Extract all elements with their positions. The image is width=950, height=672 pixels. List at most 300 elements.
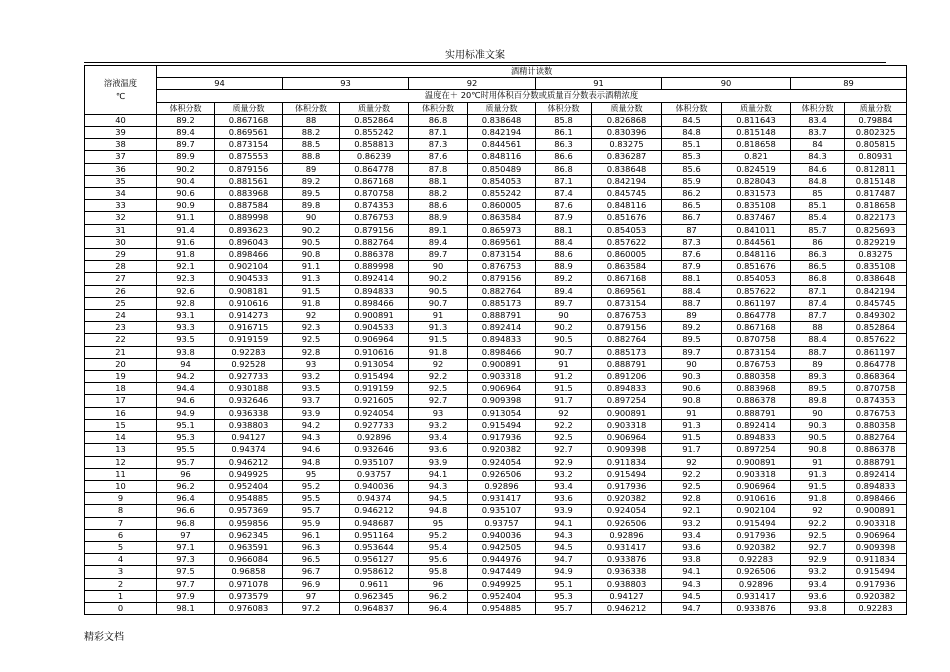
mass-fraction-cell: 0.940036 [468, 529, 536, 541]
mass-fraction-cell: 0.942505 [468, 541, 536, 553]
mass-fraction-cell: 0.876753 [722, 358, 791, 370]
mass-fraction-cell: 0.80931 [845, 151, 907, 163]
volume-fraction-cell: 85.8 [536, 114, 592, 126]
volume-fraction-cell: 90 [536, 310, 592, 322]
mass-fraction-cell: 0.944976 [468, 554, 536, 566]
volume-fraction-cell: 89.4 [536, 285, 592, 297]
volume-fraction-cell: 95 [283, 468, 340, 480]
mass-fraction-cell: 0.952404 [215, 480, 283, 492]
volume-fraction-cell: 87.6 [662, 249, 722, 261]
volume-fraction-cell: 94.5 [409, 493, 468, 505]
mass-fraction-cell: 0.908181 [215, 285, 283, 297]
mass-fraction-cell: 0.906964 [592, 432, 662, 444]
mass-fraction-cell: 0.893623 [215, 224, 283, 236]
volume-fraction-cell: 90.2 [536, 322, 592, 334]
mass-fraction-cell: 0.951164 [340, 529, 409, 541]
table-row [85, 395, 907, 407]
volume-fraction-cell: 93.8 [662, 554, 722, 566]
temperature-cell: 4 [85, 554, 157, 566]
volume-fraction-cell: 84.5 [662, 114, 722, 126]
volume-fraction-cell: 89.1 [409, 224, 468, 236]
mass-fraction-cell: 0.94374 [215, 444, 283, 456]
mass-fraction-cell: 0.9611 [340, 578, 409, 590]
volume-fraction-cell: 91.6 [157, 236, 215, 248]
volume-fraction-cell: 84.8 [791, 175, 845, 187]
mass-fraction-cell: 0.947449 [468, 566, 536, 578]
volume-fraction-cell: 91 [662, 407, 722, 419]
mass-fraction-cell: 0.870758 [845, 383, 907, 395]
mass-fraction-cell: 0.831573 [722, 188, 791, 200]
volume-fraction-cell: 90.8 [662, 395, 722, 407]
mass-fraction-cell: 0.92896 [592, 529, 662, 541]
volume-fraction-cell: 96.2 [409, 590, 468, 602]
mass-fraction-cell: 0.94374 [340, 493, 409, 505]
volume-fraction-cell: 90 [409, 261, 468, 273]
temperature-cell: 15 [85, 419, 157, 431]
volume-fraction-header: 体积分数 [536, 102, 592, 114]
mass-fraction-cell: 0.931417 [592, 541, 662, 553]
page-footer: 精彩文档 [84, 632, 124, 643]
note-header: 温度在＋ 20℃时用体积百分数或质量百分数表示酒精浓度 [157, 90, 907, 102]
volume-fraction-cell: 92.9 [536, 456, 592, 468]
table-row [85, 297, 907, 309]
volume-fraction-cell: 83.4 [791, 114, 845, 126]
mass-fraction-cell: 0.873154 [592, 297, 662, 309]
mass-fraction-cell: 0.954885 [468, 602, 536, 614]
mass-fraction-cell: 0.900891 [592, 407, 662, 419]
mass-fraction-cell: 0.880358 [845, 419, 907, 431]
mass-fraction-cell: 0.892414 [340, 273, 409, 285]
mass-fraction-cell: 0.860005 [592, 249, 662, 261]
volume-fraction-cell: 93 [283, 358, 340, 370]
volume-fraction-cell: 95 [409, 517, 468, 529]
mass-fraction-cell: 0.926506 [722, 566, 791, 578]
volume-fraction-cell: 91.3 [283, 273, 340, 285]
volume-fraction-cell: 87.7 [791, 310, 845, 322]
mass-fraction-cell: 0.894833 [340, 285, 409, 297]
volume-fraction-cell: 95.5 [157, 444, 215, 456]
volume-fraction-cell: 89.7 [409, 249, 468, 261]
volume-fraction-cell: 87.6 [536, 200, 592, 212]
table-row [85, 224, 907, 236]
mass-fraction-cell: 0.829219 [845, 236, 907, 248]
volume-fraction-cell: 97.9 [157, 590, 215, 602]
table-row [85, 444, 907, 456]
table-row [85, 602, 907, 614]
volume-fraction-cell: 94.3 [536, 529, 592, 541]
volume-fraction-cell: 92.3 [157, 273, 215, 285]
volume-fraction-cell: 88.7 [791, 346, 845, 358]
table-row [85, 127, 907, 139]
table-row [85, 468, 907, 480]
table-row [85, 517, 907, 529]
table-row [85, 249, 907, 261]
volume-fraction-cell: 86.8 [409, 114, 468, 126]
volume-fraction-cell: 93.5 [157, 334, 215, 346]
mass-fraction-cell: 0.931417 [468, 493, 536, 505]
mass-fraction-cell: 0.869561 [468, 236, 536, 248]
volume-fraction-cell: 90.7 [536, 346, 592, 358]
mass-fraction-header: 质量分数 [340, 102, 409, 114]
volume-fraction-cell: 95.1 [157, 419, 215, 431]
temperature-cell: 35 [85, 175, 157, 187]
mass-fraction-cell: 0.906964 [845, 529, 907, 541]
volume-fraction-cell: 88.4 [536, 236, 592, 248]
volume-fraction-cell: 88.2 [283, 127, 340, 139]
volume-fraction-cell: 86.1 [536, 127, 592, 139]
volume-fraction-cell: 88.8 [283, 151, 340, 163]
volume-fraction-cell: 92.2 [791, 517, 845, 529]
volume-fraction-cell: 92 [791, 505, 845, 517]
mass-fraction-cell: 0.881561 [215, 175, 283, 187]
volume-fraction-cell: 93.6 [536, 493, 592, 505]
mass-fraction-cell: 0.892414 [845, 468, 907, 480]
mass-fraction-cell: 0.815148 [722, 127, 791, 139]
volume-fraction-cell: 93.4 [536, 480, 592, 492]
volume-fraction-cell: 90.4 [157, 175, 215, 187]
mass-fraction-cell: 0.851676 [592, 212, 662, 224]
sub-header-row [85, 102, 907, 114]
mass-fraction-cell: 0.882764 [340, 236, 409, 248]
mass-fraction-cell: 0.903318 [845, 517, 907, 529]
concentration-header-94: 94 [157, 78, 283, 90]
mass-fraction-cell: 0.885173 [468, 297, 536, 309]
mass-fraction-cell: 0.868364 [845, 371, 907, 383]
volume-fraction-cell: 94.1 [662, 566, 722, 578]
mass-fraction-cell: 0.864778 [845, 358, 907, 370]
mass-fraction-cell: 0.903318 [468, 371, 536, 383]
mass-fraction-cell: 0.966084 [215, 554, 283, 566]
mass-fraction-cell: 0.938803 [215, 419, 283, 431]
volume-fraction-cell: 90.8 [791, 444, 845, 456]
volume-fraction-cell: 84 [791, 139, 845, 151]
temperature-cell: 7 [85, 517, 157, 529]
table-row [85, 114, 907, 126]
volume-fraction-cell: 88.5 [283, 139, 340, 151]
mass-fraction-cell: 0.855242 [340, 127, 409, 139]
volume-fraction-cell: 90.7 [409, 297, 468, 309]
mass-fraction-cell: 0.921605 [340, 395, 409, 407]
volume-fraction-cell: 92.8 [157, 297, 215, 309]
temperature-cell: 25 [85, 297, 157, 309]
mass-fraction-cell: 0.92283 [722, 554, 791, 566]
volume-fraction-cell: 94.2 [157, 371, 215, 383]
volume-fraction-cell: 92 [409, 358, 468, 370]
volume-fraction-cell: 93.4 [662, 529, 722, 541]
volume-fraction-cell: 91.5 [662, 432, 722, 444]
volume-fraction-cell: 90.6 [157, 188, 215, 200]
mass-fraction-cell: 0.835108 [722, 200, 791, 212]
mass-fraction-cell: 0.935107 [468, 505, 536, 517]
volume-fraction-cell: 96 [157, 468, 215, 480]
volume-fraction-cell: 95.3 [157, 432, 215, 444]
concentration-header-90: 90 [662, 78, 791, 90]
volume-fraction-cell: 93.2 [283, 371, 340, 383]
table-row [85, 554, 907, 566]
volume-fraction-cell: 86.3 [791, 249, 845, 261]
mass-fraction-cell: 0.889998 [215, 212, 283, 224]
mass-fraction-cell: 0.873154 [215, 139, 283, 151]
mass-fraction-cell: 0.93757 [468, 517, 536, 529]
concentration-header-89: 89 [791, 78, 907, 90]
temperature-cell: 10 [85, 480, 157, 492]
volume-fraction-cell: 92.5 [662, 480, 722, 492]
mass-fraction-cell: 0.825693 [845, 224, 907, 236]
volume-fraction-cell: 94.3 [662, 578, 722, 590]
volume-fraction-cell: 90.5 [791, 432, 845, 444]
temperature-cell: 24 [85, 310, 157, 322]
mass-fraction-cell: 0.917936 [592, 480, 662, 492]
volume-fraction-cell: 89 [791, 358, 845, 370]
mass-fraction-cell: 0.917936 [722, 529, 791, 541]
volume-fraction-cell: 89.2 [536, 273, 592, 285]
temperature-cell: 28 [85, 261, 157, 273]
mass-fraction-cell: 0.888791 [722, 407, 791, 419]
mass-fraction-cell: 0.883968 [215, 188, 283, 200]
mass-fraction-cell: 0.971078 [215, 578, 283, 590]
mass-fraction-cell: 0.870758 [722, 334, 791, 346]
volume-fraction-cell: 88.6 [409, 200, 468, 212]
mass-fraction-cell: 0.842194 [468, 127, 536, 139]
mass-fraction-cell: 0.909398 [592, 444, 662, 456]
mass-fraction-cell: 0.83275 [592, 139, 662, 151]
table-row [85, 273, 907, 285]
mass-fraction-cell: 0.845745 [592, 188, 662, 200]
mass-fraction-cell: 0.917936 [845, 578, 907, 590]
mass-fraction-cell: 0.842194 [845, 285, 907, 297]
mass-fraction-cell: 0.882764 [468, 285, 536, 297]
volume-fraction-cell: 88 [283, 114, 340, 126]
mass-fraction-cell: 0.812811 [845, 163, 907, 175]
mass-fraction-cell: 0.962345 [215, 529, 283, 541]
temperature-cell: 40 [85, 114, 157, 126]
mass-fraction-cell: 0.837467 [722, 212, 791, 224]
volume-fraction-cell: 96.9 [283, 578, 340, 590]
volume-fraction-cell: 91.1 [283, 261, 340, 273]
temperature-cell: 20 [85, 358, 157, 370]
volume-fraction-cell: 89.2 [283, 175, 340, 187]
volume-fraction-cell: 95.7 [536, 602, 592, 614]
volume-fraction-cell: 92 [536, 407, 592, 419]
volume-fraction-cell: 97.7 [157, 578, 215, 590]
volume-fraction-cell: 88.6 [536, 249, 592, 261]
volume-fraction-cell: 89.7 [536, 297, 592, 309]
volume-fraction-cell: 95.8 [409, 566, 468, 578]
mass-fraction-cell: 0.93757 [340, 468, 409, 480]
volume-fraction-cell: 89.2 [662, 322, 722, 334]
temperature-cell: 39 [85, 127, 157, 139]
mass-fraction-cell: 0.92283 [215, 346, 283, 358]
mass-fraction-cell: 0.946212 [215, 456, 283, 468]
volume-fraction-cell: 89.4 [157, 127, 215, 139]
mass-fraction-cell: 0.914273 [215, 310, 283, 322]
table-row [85, 358, 907, 370]
volume-fraction-cell: 93.4 [791, 578, 845, 590]
volume-fraction-cell: 87.1 [791, 285, 845, 297]
volume-fraction-cell: 94.1 [409, 468, 468, 480]
volume-fraction-cell: 93.2 [662, 517, 722, 529]
page-header: 实用标准文案 [445, 50, 505, 61]
mass-fraction-cell: 0.865973 [468, 224, 536, 236]
volume-fraction-cell: 93.6 [409, 444, 468, 456]
mass-fraction-cell: 0.886378 [845, 444, 907, 456]
mass-fraction-cell: 0.892414 [468, 322, 536, 334]
volume-fraction-cell: 91.2 [536, 371, 592, 383]
mass-fraction-cell: 0.885173 [592, 346, 662, 358]
temperature-cell: 5 [85, 541, 157, 553]
volume-fraction-cell: 92.7 [791, 541, 845, 553]
volume-fraction-cell: 92.8 [283, 346, 340, 358]
volume-fraction-cell: 97 [283, 590, 340, 602]
mass-fraction-cell: 0.896043 [215, 236, 283, 248]
table-row [85, 346, 907, 358]
mass-fraction-cell: 0.92528 [215, 358, 283, 370]
mass-fraction-cell: 0.838648 [592, 163, 662, 175]
mass-fraction-cell: 0.824519 [722, 163, 791, 175]
temperature-cell: 11 [85, 468, 157, 480]
volume-fraction-cell: 93.2 [536, 468, 592, 480]
volume-fraction-cell: 96.1 [283, 529, 340, 541]
volume-fraction-cell: 88.1 [662, 273, 722, 285]
volume-fraction-cell: 88.7 [662, 297, 722, 309]
volume-fraction-cell: 95.2 [283, 480, 340, 492]
concentration-header-93: 93 [283, 78, 409, 90]
mass-fraction-cell: 0.920382 [468, 444, 536, 456]
mass-fraction-cell: 0.876753 [340, 212, 409, 224]
volume-fraction-cell: 90.3 [791, 419, 845, 431]
volume-fraction-cell: 88 [791, 322, 845, 334]
volume-fraction-cell: 94.2 [283, 419, 340, 431]
temperature-cell: 13 [85, 444, 157, 456]
volume-fraction-cell: 90.9 [157, 200, 215, 212]
mass-fraction-cell: 0.964837 [340, 602, 409, 614]
volume-fraction-cell: 88.9 [409, 212, 468, 224]
volume-fraction-cell: 94 [157, 358, 215, 370]
volume-fraction-header: 体积分数 [283, 102, 340, 114]
volume-fraction-cell: 92.5 [536, 432, 592, 444]
volume-fraction-header: 体积分数 [157, 102, 215, 114]
volume-fraction-cell: 88.1 [409, 175, 468, 187]
mass-fraction-cell: 0.842194 [592, 175, 662, 187]
mass-fraction-cell: 0.854053 [722, 273, 791, 285]
mass-fraction-cell: 0.897254 [722, 444, 791, 456]
volume-fraction-cell: 92.6 [157, 285, 215, 297]
volume-fraction-header: 体积分数 [791, 102, 845, 114]
volume-fraction-cell: 87.4 [791, 297, 845, 309]
volume-fraction-cell: 95.4 [409, 541, 468, 553]
mass-fraction-cell: 0.845745 [845, 297, 907, 309]
volume-fraction-cell: 84.6 [791, 163, 845, 175]
volume-fraction-cell: 85.4 [791, 212, 845, 224]
table-row [85, 371, 907, 383]
volume-fraction-cell: 88.4 [791, 334, 845, 346]
top-rule [84, 62, 886, 63]
temperature-header-unit: ℃ [115, 90, 126, 101]
mass-fraction-cell: 0.926506 [592, 517, 662, 529]
volume-fraction-cell: 92.5 [283, 334, 340, 346]
mass-fraction-cell: 0.915494 [592, 468, 662, 480]
concentration-header-91: 91 [536, 78, 662, 90]
volume-fraction-cell: 91.5 [791, 480, 845, 492]
volume-fraction-header: 体积分数 [662, 102, 722, 114]
volume-fraction-cell: 98.1 [157, 602, 215, 614]
table-row [85, 200, 907, 212]
mass-fraction-cell: 0.924054 [468, 456, 536, 468]
mass-fraction-cell: 0.920382 [722, 541, 791, 553]
volume-fraction-cell: 94.7 [536, 554, 592, 566]
volume-fraction-cell: 90.6 [662, 383, 722, 395]
temperature-cell: 16 [85, 407, 157, 419]
mass-fraction-cell: 0.894833 [468, 334, 536, 346]
volume-fraction-cell: 85.1 [791, 200, 845, 212]
mass-fraction-cell: 0.958612 [340, 566, 409, 578]
mass-fraction-cell: 0.818658 [722, 139, 791, 151]
mass-fraction-cell: 0.963591 [215, 541, 283, 553]
volume-fraction-cell: 93.2 [791, 566, 845, 578]
volume-fraction-cell: 87.1 [409, 127, 468, 139]
mass-fraction-cell: 0.889998 [340, 261, 409, 273]
volume-fraction-cell: 89.4 [409, 236, 468, 248]
mass-fraction-cell: 0.891206 [592, 371, 662, 383]
mass-fraction-cell: 0.904533 [340, 322, 409, 334]
mass-fraction-cell: 0.892414 [722, 419, 791, 431]
mass-fraction-cell: 0.932646 [215, 395, 283, 407]
table-row [85, 236, 907, 248]
volume-fraction-cell: 91.8 [791, 493, 845, 505]
volume-fraction-cell: 91.8 [283, 297, 340, 309]
mass-fraction-cell: 0.900891 [722, 456, 791, 468]
mass-fraction-cell: 0.919159 [340, 383, 409, 395]
mass-fraction-cell: 0.848116 [592, 200, 662, 212]
temperature-cell: 30 [85, 236, 157, 248]
temperature-cell: 0 [85, 602, 157, 614]
mass-fraction-cell: 0.915494 [845, 566, 907, 578]
mass-fraction-cell: 0.864778 [722, 310, 791, 322]
temperature-cell: 26 [85, 285, 157, 297]
mass-fraction-cell: 0.882764 [845, 432, 907, 444]
volume-fraction-cell: 92.7 [536, 444, 592, 456]
mass-fraction-cell: 0.910616 [215, 297, 283, 309]
table-row [85, 407, 907, 419]
mass-fraction-cell: 0.86239 [340, 151, 409, 163]
volume-fraction-cell: 97.2 [283, 602, 340, 614]
volume-fraction-cell: 94.6 [157, 395, 215, 407]
mass-fraction-cell: 0.931417 [722, 590, 791, 602]
volume-fraction-cell: 90 [283, 212, 340, 224]
volume-fraction-cell: 93.3 [157, 322, 215, 334]
mass-fraction-header: 质量分数 [722, 102, 791, 114]
volume-fraction-cell: 94.8 [283, 456, 340, 468]
mass-fraction-cell: 0.882764 [592, 334, 662, 346]
table-row [85, 139, 907, 151]
volume-fraction-cell: 89.8 [791, 395, 845, 407]
table-row [85, 590, 907, 602]
mass-fraction-cell: 0.867168 [722, 322, 791, 334]
mass-fraction-cell: 0.876753 [845, 407, 907, 419]
volume-fraction-cell: 93 [409, 407, 468, 419]
volume-fraction-cell: 92.2 [662, 468, 722, 480]
volume-fraction-header: 体积分数 [409, 102, 468, 114]
volume-fraction-cell: 89 [283, 163, 340, 175]
mass-fraction-cell: 0.927733 [340, 419, 409, 431]
mass-fraction-cell: 0.879156 [340, 224, 409, 236]
temperature-cell: 18 [85, 383, 157, 395]
mass-fraction-cell: 0.96858 [215, 566, 283, 578]
volume-fraction-cell: 87.3 [662, 236, 722, 248]
mass-fraction-cell: 0.898466 [845, 493, 907, 505]
mass-fraction-cell: 0.867168 [215, 114, 283, 126]
volume-fraction-cell: 94.6 [283, 444, 340, 456]
